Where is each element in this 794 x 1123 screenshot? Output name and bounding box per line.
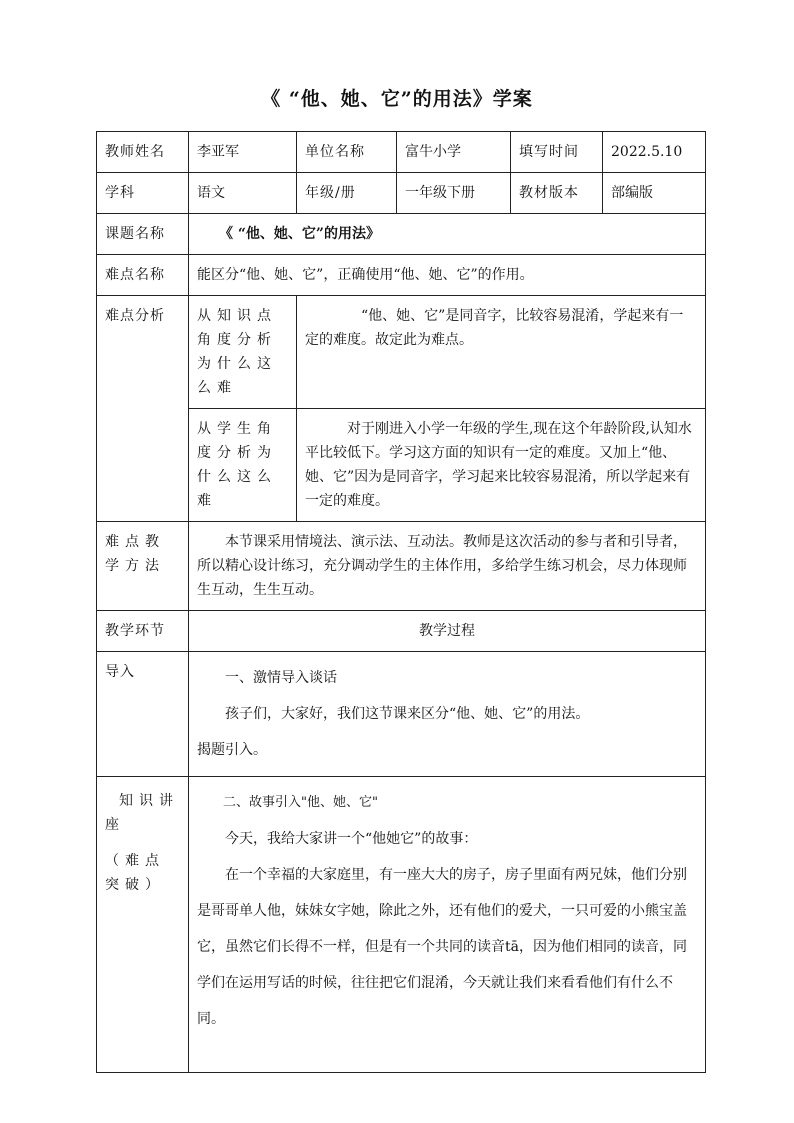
process-label: 教学过程 bbox=[189, 611, 706, 652]
difficulty-row bbox=[97, 255, 706, 296]
page-title: 《 “他、她、它”的用法》学案 bbox=[261, 88, 533, 110]
difficulty-label: 难点名称 bbox=[97, 255, 189, 296]
grade-value: 一年级下册 bbox=[397, 173, 511, 214]
stage-label: 教学环节 bbox=[97, 611, 189, 652]
lecture-heading: 二、故事引入"他、她、它" bbox=[223, 795, 378, 810]
info-row-1 bbox=[97, 132, 706, 173]
edition-value: 部编版 bbox=[603, 173, 706, 214]
subject-label: 学科 bbox=[97, 173, 189, 214]
intro-row bbox=[97, 652, 706, 777]
analysis-student-label: 从学生角度分析为什么这么难 bbox=[189, 409, 297, 522]
lecture-row bbox=[97, 777, 706, 1073]
teacher-value: 李亚军 bbox=[189, 132, 297, 173]
date-label: 填写时间 bbox=[511, 132, 603, 173]
intro-line-1: 孩子们，大家好，我们这节课来区分“他、她、它”的用法。 bbox=[225, 706, 590, 722]
info-row-2 bbox=[97, 173, 706, 214]
teacher-label: 教师姓名 bbox=[97, 132, 189, 173]
topic-value: 《 “他、她、它”的用法》 bbox=[189, 214, 706, 255]
unit-label: 单位名称 bbox=[297, 132, 397, 173]
lesson-plan-table bbox=[96, 131, 706, 1073]
difficulty-value: 能区分“他、她、它”，正确使用“他、她、它”的作用。 bbox=[189, 255, 706, 296]
unit-value: 富牛小学 bbox=[397, 132, 511, 173]
intro-label: 导入 bbox=[97, 652, 189, 777]
lecture-label-1: 知识讲座 bbox=[105, 793, 179, 833]
grade-label: 年级/册 bbox=[297, 173, 397, 214]
analysis-knowledge-label: 从知识点角度分析为什么这么难 bbox=[189, 296, 297, 409]
method-text: 本节课采用情境法、演示法、互动法。教师是这次活动的参与者和引导者，所以精心设计练习，充分调动学生的主体作用，多给学生练习机会，尽力体现师生互动，生生互动。 bbox=[189, 522, 706, 611]
subject-value: 语文 bbox=[189, 173, 297, 214]
process-header-row bbox=[97, 611, 706, 652]
method-row bbox=[97, 522, 706, 611]
analysis-label: 难点分析 bbox=[97, 296, 189, 522]
analysis-student-text: 对于刚进入小学一年级的学生,现在这个年龄阶段,认知水平比较低下。学习这方面的知识有一定的难度。又加上“他、她、它”因为是同音字，学习起来比较容易混淆，所以学起来有一定的难度。 bbox=[297, 409, 706, 522]
topic-label: 课题名称 bbox=[97, 214, 189, 255]
intro-heading: 一、激情导入谈话 bbox=[225, 670, 337, 686]
edition-label: 教材版本 bbox=[511, 173, 603, 214]
analysis-row-knowledge bbox=[97, 296, 706, 409]
date-value: 2022.5.10 bbox=[603, 132, 706, 173]
method-label: 难点教学方法 bbox=[97, 522, 189, 611]
lecture-para-2: 在一个幸福的大家庭里，有一座大大的房子，房子里面有两兄妹，他们分别是哥哥单人他，妹妹女字她，除此之外，还有他们的爱犬，一只可爱的小熊宝盖它，虽然它们长得不一样，但是有一个共同的读音tā，因为他们相同的读音，同学们在运用写话的时候，往往把它们混淆，今天就让我们来看看他们有什么不同。 bbox=[197, 867, 687, 1027]
analysis-row-student bbox=[97, 409, 706, 522]
lecture-para-1: 今天，我给大家讲一个“他她它”的故事： bbox=[225, 831, 478, 847]
lecture-label-2: （难点突破） bbox=[105, 853, 165, 893]
analysis-knowledge-text: “他、她、它”是同音字，比较容易混淆，学起来有一定的难度。故定此为难点。 bbox=[297, 296, 706, 409]
intro-line-2: 揭题引入。 bbox=[197, 742, 267, 758]
topic-row bbox=[97, 214, 706, 255]
